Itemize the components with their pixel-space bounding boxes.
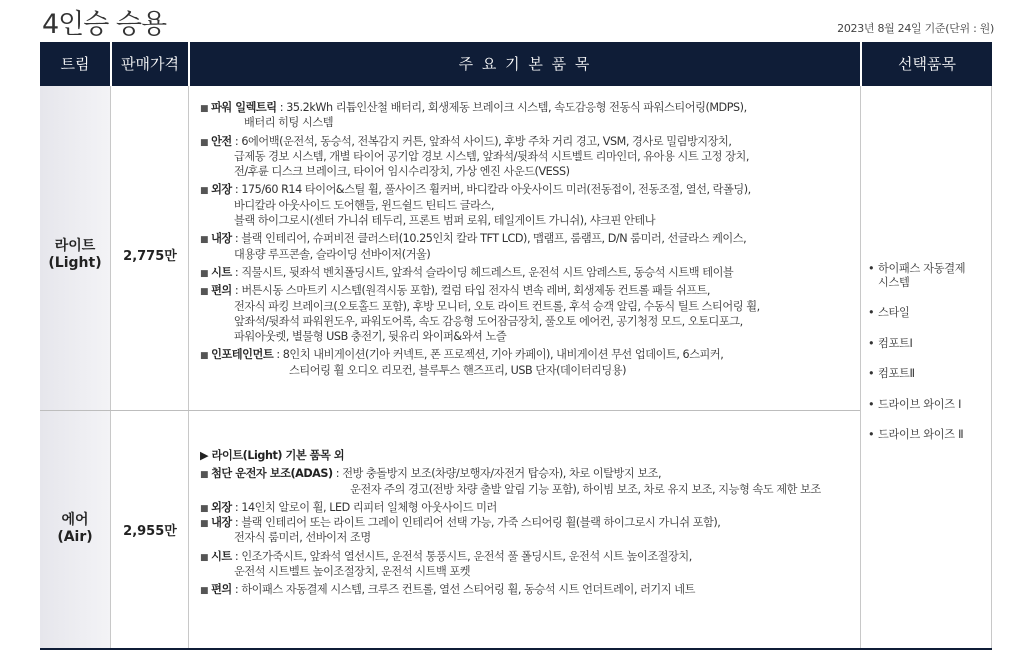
feature-line: 운전자 주의 경고(전방 차량 출발 알림 기능 포함), 하이빔 보조, 차로 유지 보조, 지능형 속도 제한 보조 [350,482,821,496]
feature-row: ■ 편의 : 버튼시동 스마트키 시스템(원격시동 포함), 컬럼 타입 전자식 변속 레버, 회생제동 컨트롤 패들 쉬프트, [200,284,711,298]
feature-label: 시트 [211,549,232,563]
option-item: • 스타일 [868,306,910,320]
feature-line: 급제동 경보 시스템, 개별 타이어 공기압 경보 시스템, 앞좌석/뒷좌석 시트벨트 리마인더, 유아용 시트 고정 장치, [234,149,749,163]
price-table [40,42,992,650]
feature-line: 파워아웃렛, 별물형 USB 충전기, 뒷유리 와이퍼&와셔 노즐 [234,330,507,344]
feature-line: 바디칼라 아웃사이드 도어핸들, 윈드쉴드 틴티드 글라스, [234,198,494,212]
feature-label: 편의 [211,284,232,298]
feature-label: 내장 [211,232,232,246]
feature-label: 외장 [211,500,232,514]
table-header [40,42,992,86]
feature-label: 내장 [211,516,232,530]
trim-air-name: 에어 [61,512,89,528]
header-trim: 트림 [60,55,90,73]
feature-line: 전/후륜 디스크 브레이크, 타이어 임시수리장치, 가상 엔진 사운드(VESS) [234,165,570,179]
feature-line: 대용량 루프콘솔, 슬라이딩 선바이저(거울) [234,247,431,261]
feature-line: 배터리 히팅 시스템 [244,116,334,130]
options-list [868,262,992,458]
option-item: • 컴포트Ⅰ [868,336,913,350]
option-item: • 드라이브 와이즈 Ⅱ [868,427,964,441]
header-features: 주 요 기 본 품 목 [458,55,592,73]
feature-line: 운전석 시트벨트 높이조절장치, 운전석 시트백 포켓 [234,565,471,579]
feature-label: 안전 [211,134,232,148]
trim-light [40,238,110,272]
page-title: 4인승 승용 [42,9,167,40]
header-options: 선택품목 [898,55,956,73]
feature-line: 앞좌석/뒷좌석 파워윈도우, 파워도어록, 속도 감응형 도어잠금장치, 풀오토 에어컨, 공기청정 모드, 오토디포그, [234,314,743,328]
trim-air [40,512,110,546]
option-item: • 하이패스 자동결제 시스템 [868,262,966,289]
feature-row: ■ 안전 : 6에어백(운전석, 동승석, 전복감지 커튼, 앞좌석 사이드), 후방 주차 거리 경고, VSM, 경사로 밀림방지장치, [200,134,732,148]
feature-row: ■ 인포테인먼트 : 8인치 내비게이션(기아 커넥트, 폰 프로젝션, 기아 카페이), 내비게이션 무선 업데이트, 6스피커, [200,348,724,362]
feature-row: ■ 시트 : 직물시트, 뒷좌석 벤치폴딩시트, 앞좌석 슬라이딩 헤드레스트, 운전석 시트 암레스트, 동승석 시트백 테이블 [200,265,734,279]
feature-row: ■ 시트 : 인조가죽시트, 앞좌석 열선시트, 운전석 통풍시트, 운전석 풀 폴딩시트, 운전석 시트 높이조절장치, [200,549,692,563]
trim-air-en: (Air) [57,529,93,545]
feature-label: 편의 [211,583,232,597]
feature-label: 파워 일렉트릭 [211,101,277,114]
option-item: • 드라이브 와이즈 Ⅰ [868,397,962,411]
feature-line: 블랙 하이그로시(센터 가니쉬 테두리, 프론트 범퍼 로워, 테일게이트 가니쉬), 샤크핀 안테나 [234,214,656,228]
feature-label: 시트 [211,265,232,279]
feature-label: 인포테인먼트 [211,348,274,362]
feature-line: 전자식 파킹 브레이크(오토홀드 포함), 후방 모니터, 오토 라이트 컨트롤, 후석 승객 알림, 수동식 틸트 스티어링 휠, [234,299,760,313]
feature-line: 스티어링 휠 오디오 리모컨, 블루투스 핸즈프리, USB 단자(데이터리딩용) [289,363,627,377]
trim-column-bg [40,86,110,648]
header-price: 판매가격 [121,55,179,73]
table-bottom-border [40,648,992,650]
feature-row: ■ 내장 : 블랙 인테리어, 슈퍼비전 클러스터(10.25인치 칼라 TFT LCD), 맵램프, 룸램프, D/N 룸미러, 선글라스 케이스, [200,232,747,246]
feature-label: 첨단 운전자 보조(ADAS) [211,467,333,481]
feature-row: ■ 첨단 운전자 보조(ADAS) : 전방 충돌방지 보조(차량/보행자/자전거 탑승자), 차로 이탈방지 보조, [200,467,662,481]
feature-row: ■ 외장 : 14인치 알로이 휠, LED 리피터 일체형 아웃사이드 미러 [200,500,497,514]
trim-light-name: 라이트 [54,238,96,254]
price-air: 2,955만 [123,524,177,539]
row-divider [40,410,860,411]
features-air [200,448,860,598]
features-light [200,100,860,378]
feature-line: 전자식 룸미러, 선바이저 조명 [234,531,371,545]
trim-light-en: (Light) [48,255,102,271]
feature-row: ■ 파워 일렉트릭 : 35.2kWh 리튬인산철 배터리, 회생제동 브레이크 시스템, 속도감응형 전동식 파워스티어링(MDPS), [200,101,747,114]
feature-row: ■ 편의 : 하이패스 자동결제 시스템, 크루즈 컨트롤, 열선 스티어링 휠, 동승석 시트 언더트레이, 러기지 네트 [200,583,695,597]
feature-row: ■ 내장 : 블랙 인테리어 또는 라이트 그레이 인테리어 선택 가능, 가죽 스티어링 휠(블랙 하이그로시 가니쉬 포함), [200,516,721,530]
air-intro: ▶ 라이트(Light) 기본 품목 외 [200,449,345,462]
feature-row: ■ 외장 : 175/60 R14 타이어&스틸 휠, 풀사이즈 휠커버, 바디칼라 아웃사이드 미러(전동접이, 전동조절, 열선, 락폴딩), [200,183,751,197]
feature-label: 외장 [211,183,232,197]
date-note: 2023년 8월 24일 기준(단위 : 원) [837,22,994,35]
option-item: • 컴포트Ⅱ [868,367,915,381]
price-light: 2,775만 [123,249,177,264]
